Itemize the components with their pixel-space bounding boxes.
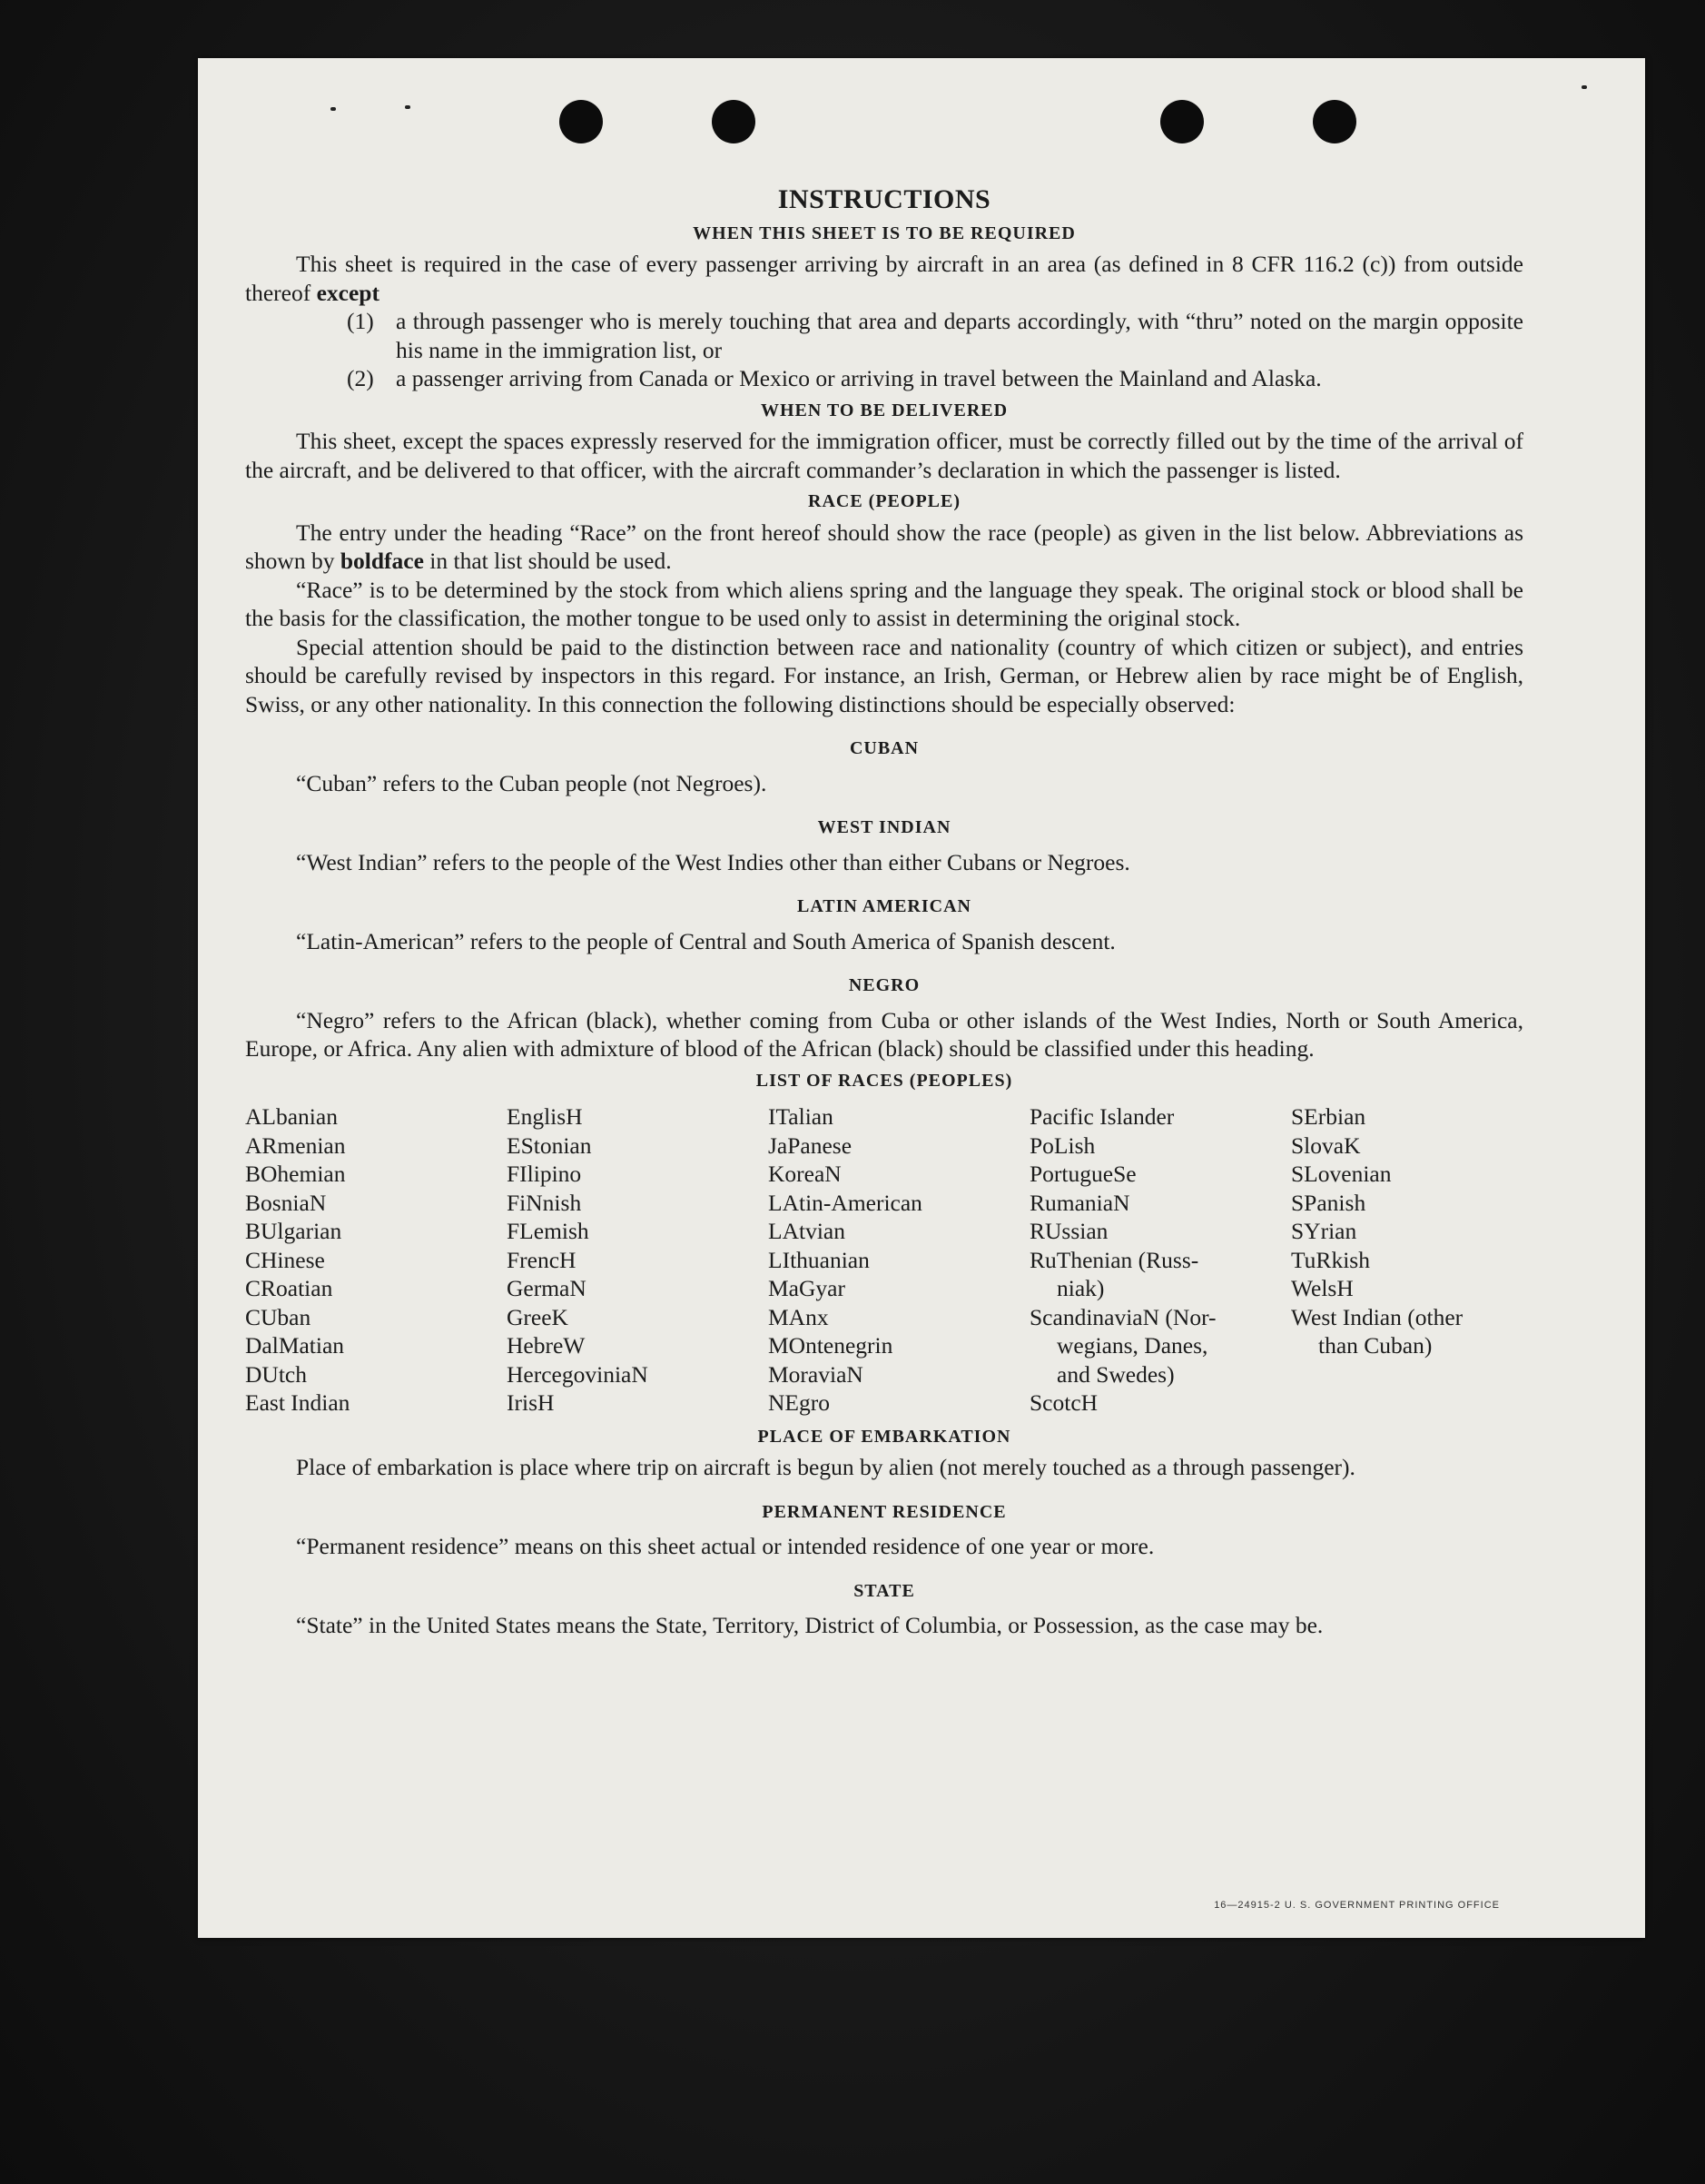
embarkation-text: Place of embarkation is place where trip on aircraft is begun by alien (not merely touched as a through passenger). [296, 1454, 1355, 1480]
race-list-entry: IrisH [507, 1389, 555, 1416]
race-p1-prefix: The entry under the heading “Race” on the front hereof should show the race (people) as given in the list below. Abbreviations as shown by [245, 519, 1523, 574]
exception-item [347, 364, 1523, 393]
race-paragraph-3: Special attention should be paid to the distinction between race and nationality (country of which citizen or subject), and entries should be carefully revised by inspectors in this regard. For instance, an Irish, German, or Hebrew alien by race might be of English, Swiss, or any other nationality. In this connection the following distinctions should be especially observed: [245, 633, 1523, 717]
race-list-entry: LIthuanian [768, 1246, 870, 1273]
punch-hole [559, 100, 603, 143]
race-list-entry: MAnx [768, 1303, 829, 1330]
race-list-entry: LAtvian [768, 1218, 845, 1244]
section-heading-negro: NEGRO [848, 975, 921, 995]
race-list-entry: East Indian [245, 1389, 350, 1416]
state-text: “State” in the United States means the State, Territory, District of Columbia, or Possession, as the case may be. [296, 1612, 1324, 1638]
punch-hole [712, 100, 755, 143]
section-heading-required: WHEN THIS SHEET IS TO BE REQUIRED [693, 222, 1076, 243]
race-list-entry: SYrian [1291, 1218, 1357, 1244]
race-list-entry: FIlipino [507, 1161, 582, 1187]
exception-text: a through passenger who is merely touching that area and departs accordingly, with “thru” noted on the margin opposite his name in the immigration list, or [396, 308, 1523, 363]
race-list-entry: than Cuban) [1318, 1332, 1433, 1359]
scan-speck [330, 107, 336, 111]
section-heading-state: STATE [853, 1580, 915, 1601]
exception-item [347, 307, 1523, 364]
race-p1-bold: boldface [340, 548, 424, 574]
page-title: INSTRUCTIONS [777, 184, 991, 214]
race-list-entry: Pacific Islander [1030, 1103, 1175, 1130]
required-intro-bold: except [316, 279, 379, 306]
race-list-entry [1291, 1360, 1523, 1389]
race-list-entry: LAtin-American [768, 1189, 922, 1216]
exception-text: a passenger arriving from Canada or Mexico or arriving in travel between the Mainland and Alaska. [396, 365, 1322, 391]
latin-american-text: “Latin-American” refers to the people of Central and South America of Spanish descent. [296, 927, 1116, 954]
race-list-entry: GreeK [507, 1303, 568, 1330]
punch-hole [1160, 100, 1204, 143]
race-list-entry: MoraviaN [768, 1360, 863, 1388]
required-intro [245, 250, 1523, 307]
race-list-entry: MOntenegrin [768, 1332, 893, 1359]
race-list-entry: and Swedes) [1057, 1360, 1175, 1388]
residence-text: “Permanent residence” means on this sheet actual or intended residence of one year or more. [296, 1533, 1155, 1559]
race-list-entry: SErbian [1291, 1103, 1366, 1130]
required-intro-text: This sheet is required in the case of every passenger arriving by aircraft in an area (as defined in 8 CFR 116.2 (c)) from outside thereof [245, 251, 1523, 306]
race-list-entry: TuRkish [1291, 1246, 1370, 1273]
race-list-entry: ARmenian [245, 1132, 346, 1159]
race-list-entry: HercegoviniaN [507, 1360, 648, 1388]
scan-speck [405, 105, 410, 109]
race-list-entry: niak) [1057, 1275, 1105, 1301]
race-list-entry: RUssian [1030, 1218, 1109, 1244]
race-list-entry: JaPanese [768, 1132, 852, 1159]
race-list-entry: SPanish [1291, 1189, 1366, 1216]
race-list-entry: wegians, Danes, [1057, 1332, 1208, 1359]
race-list-entry: CUban [245, 1303, 311, 1330]
race-list-entry: FrencH [507, 1246, 577, 1273]
race-list-entry: ScotcH [1030, 1389, 1099, 1416]
race-list-entry: MaGyar [768, 1275, 845, 1301]
race-list-entry: BOhemian [245, 1161, 346, 1187]
section-heading-race-list: LIST OF RACES (PEOPLES) [755, 1070, 1013, 1091]
section-heading-race: RACE (PEOPLE) [808, 491, 961, 511]
race-list-entry: ITalian [768, 1103, 833, 1130]
section-heading-latin-american: LATIN AMERICAN [797, 896, 971, 916]
race-list-entry: NEgro [768, 1389, 830, 1416]
race-list-entry: EnglisH [507, 1103, 583, 1130]
race-list-entry: KoreaN [768, 1161, 842, 1187]
exception-number: (1) [347, 308, 374, 334]
west-indian-text: “West Indian” refers to the people of the West Indies other than either Cubans or Negroes. [296, 848, 1130, 875]
race-list-entry: FiNnish [507, 1189, 582, 1216]
race-list-entry: ScandinaviaN (Nor- [1030, 1303, 1217, 1330]
race-list-entry: RuThenian (Russ- [1030, 1246, 1199, 1273]
section-heading-residence: PERMANENT RESIDENCE [762, 1501, 1007, 1522]
race-paragraph-1 [245, 519, 1523, 576]
printing-office-code: 16—24915-2 U. S. GOVERNMENT PRINTING OFFICE [1214, 1900, 1500, 1911]
race-list-table [245, 1102, 1523, 1418]
race-p1-suffix: in that list should be used. [423, 548, 672, 574]
race-list-entry: FLemish [507, 1218, 589, 1244]
race-list-entry: HebreW [507, 1332, 586, 1359]
cuban-text: “Cuban” refers to the Cuban people (not Negroes). [296, 769, 767, 796]
race-list-entry: RumaniaN [1030, 1189, 1130, 1216]
race-list-entry: CHinese [245, 1246, 325, 1273]
race-list-entry: DUtch [245, 1360, 307, 1388]
race-list-entry: SLovenian [1291, 1161, 1392, 1187]
section-heading-embarkation: PLACE OF EMBARKATION [757, 1426, 1011, 1447]
section-heading-cuban: CUBAN [849, 738, 920, 758]
race-list-entry: WelsH [1291, 1275, 1354, 1301]
race-list-entry: CRoatian [245, 1275, 333, 1301]
scan-speck [1582, 85, 1587, 89]
race-list-entry: PortugueSe [1030, 1161, 1137, 1187]
race-list-entry: BUlgarian [245, 1218, 342, 1244]
race-list-entry: DalMatian [245, 1332, 345, 1359]
instruction-sheet [198, 58, 1645, 1938]
section-heading-west-indian: WEST INDIAN [817, 817, 951, 837]
section-heading-delivered: WHEN TO BE DELIVERED [760, 400, 1009, 420]
delivered-text: This sheet, except the spaces expressly reserved for the immigration officer, must be correctly filled out by the time of the arrival of the aircraft, and be delivered to that officer, with the aircraft commander’s declaration in which the passenger is listed. [245, 428, 1523, 483]
instructions-body [245, 185, 1523, 1640]
race-list-entry: ALbanian [245, 1103, 338, 1130]
race-list-entry: West Indian (other [1291, 1303, 1464, 1330]
exception-number: (2) [347, 365, 374, 391]
race-list-entry: GermaN [507, 1275, 586, 1301]
race-list-entry: BosniaN [245, 1189, 327, 1216]
race-list-entry [1291, 1388, 1523, 1418]
race-list-entry: SlovaK [1291, 1132, 1361, 1159]
race-list-entry: EStonian [507, 1132, 592, 1159]
race-paragraph-2: “Race” is to be determined by the stock from which aliens spring and the language they speak. The original stock or blood shall be the basis for the classification, the mother tongue to be used only to assist in determining the original stock. [245, 576, 1523, 631]
race-list-entry: PoLish [1030, 1132, 1096, 1159]
punch-hole [1313, 100, 1356, 143]
negro-text: “Negro” refers to the African (black), whether coming from Cuba or other islands of the West Indies, North or South America, Europe, or Africa. Any alien with admixture of blood of the African (black) should be classified under this heading. [245, 1006, 1523, 1062]
